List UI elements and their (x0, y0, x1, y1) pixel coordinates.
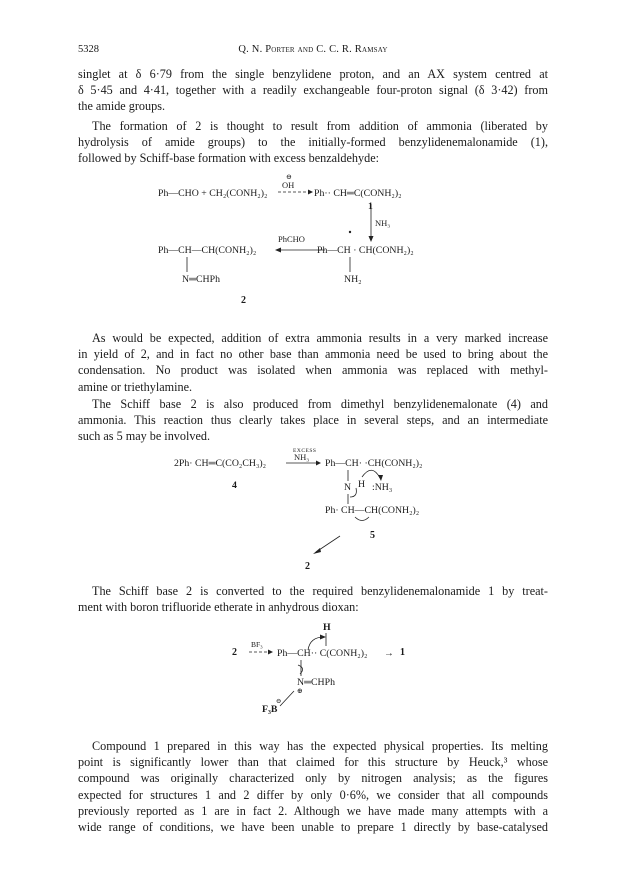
paragraph-line: δ 5·45 and 4·41, together with a readily exchangeable four-proton signal (δ 3·42) from (78, 83, 548, 98)
paragraph-line: The Schiff base 2 is also produced from dimethyl benzylidenemalonate (4) and (92, 397, 548, 411)
scheme2-reactant-number: 4 (232, 480, 237, 491)
scheme2-intermediate-hydrogen: H (358, 479, 366, 490)
paragraph-line: the amide groups. (78, 99, 165, 114)
paragraph-line: wide range of conditions, we have been unable to prepare 1 directly by base-catalysed (78, 820, 548, 835)
paragraph-line: such as 5 may be involved. (78, 429, 211, 444)
scheme3-imine: N═CHPh (297, 677, 335, 688)
scheme1-left-bottom: N═CHPh (182, 274, 220, 285)
scheme2-intermediate-bottom: Ph· CH—CH(CONH₂)₂ (325, 505, 420, 516)
paragraph-line: in yield of 2, and in fact no other base than ammonia need be used to bring about the (78, 347, 548, 362)
paragraph-line: amine or triethylamine. (78, 379, 193, 394)
page-number: 5328 (78, 44, 99, 55)
scheme1-reactant: Ph—CHO + CH₂(CONH₂)₂ (158, 188, 268, 199)
paragraph-line: The formation of 2 is thought to result from addition of ammonia (liberated by (92, 119, 548, 133)
running-header-authors: Q. N. Porter and C. C. R. Ramsay (238, 44, 388, 55)
scheme1-compound-number: 2 (241, 295, 246, 306)
scheme2-intermediate-ammonia: :NH₃ (372, 482, 393, 493)
scheme1-left-top: Ph—CH—CH(CONH₂)₂ (158, 245, 257, 256)
paragraph-line: compound was originally characterized only by nitrogen analysis; as the figures (78, 771, 548, 786)
scheme2-product-number: 2 (305, 561, 310, 572)
scheme3-start-number: 2 (232, 647, 237, 658)
scheme1-product-1: Ph·· CH═C(CONH₂)₂ (314, 188, 402, 199)
paragraph-line: The Schiff base 2 is converted to the required benzylidenemalonamide 1 by treat- (92, 584, 548, 598)
paragraph-line: previously reported as 1 are in fact 2. Although we have made many attempts with a (78, 803, 548, 818)
scheme2-intermediate-top: Ph—CH· ·CH(CONH₂)₂ (325, 458, 423, 469)
scheme1-catalyst: OH (282, 180, 295, 190)
scheme3-product-number: 1 (400, 647, 405, 658)
scheme3-arrow-to: → (384, 648, 394, 659)
scheme3-negative-charge: ⊖ (276, 698, 282, 705)
paragraph-line: point is significantly lower than that claimed for this structure by Heuck,³ whose (78, 755, 548, 770)
scheme2-reactant: 2Ph· CH═C(CO₂CH₃)₂ (174, 458, 267, 469)
paragraph-line: hydrolysis of amide groups) to the initially-formed benzylidenemalonamide (1), (78, 135, 548, 150)
scheme2-reagent-excess: EXCESS (293, 448, 317, 454)
paragraph-line: followed by Schiff-base formation with excess benzaldehyde: (78, 151, 379, 166)
scheme3-boron-trifluoride: F₃B (262, 704, 278, 715)
scheme2-intermediate-number: 5 (370, 530, 375, 541)
paragraph-line: As would be expected, addition of extra ammonia results in a very marked increase (92, 331, 548, 345)
scheme1-reagent-ammonia: NH₃ (375, 218, 391, 228)
paragraph-line: Compound 1 prepared in this way has the expected physical properties. Its melting (92, 739, 548, 753)
paragraph-line: singlet at δ 6·79 from the single benzylidene proton, and an AX system centred at (78, 67, 548, 81)
scheme2-reagent: NH₃ (294, 452, 310, 462)
paragraph-line: ammonia. This reaction thus clearly takes place in several steps, and an intermediate (78, 413, 548, 428)
scheme3-positive-charge: ⊕ (297, 687, 303, 695)
scheme2-intermediate-nitrogen: N (344, 482, 352, 493)
scheme3-hydrogen: H (323, 622, 331, 633)
paragraph-line: condensation. No product was isolated when ammonia was replaced with methyl- (78, 363, 548, 378)
scheme1-product-1-number: 1 (368, 201, 373, 212)
scheme3-middle: Ph—CH·· C(CONH₂)₂ (277, 648, 368, 659)
scheme1-right-bottom: NH₂ (344, 274, 362, 285)
paragraph-line: ment with boron trifluoride etherate in anhydrous dioxan: (78, 600, 359, 615)
scheme3-reagent: BF₃ (251, 640, 263, 649)
paragraph-6 (78, 738, 548, 835)
paragraph-line: expected for structures 1 and 2 differ by only 0·6%, we consider that all compounds (78, 787, 548, 802)
scheme1-catalyst-charge: ⊖ (286, 173, 292, 181)
scheme1-right-top: Ph—CH · CH(CONH₂)₂ (317, 245, 414, 256)
scheme1-reagent-benzaldehyde: PhCHO (278, 234, 305, 244)
